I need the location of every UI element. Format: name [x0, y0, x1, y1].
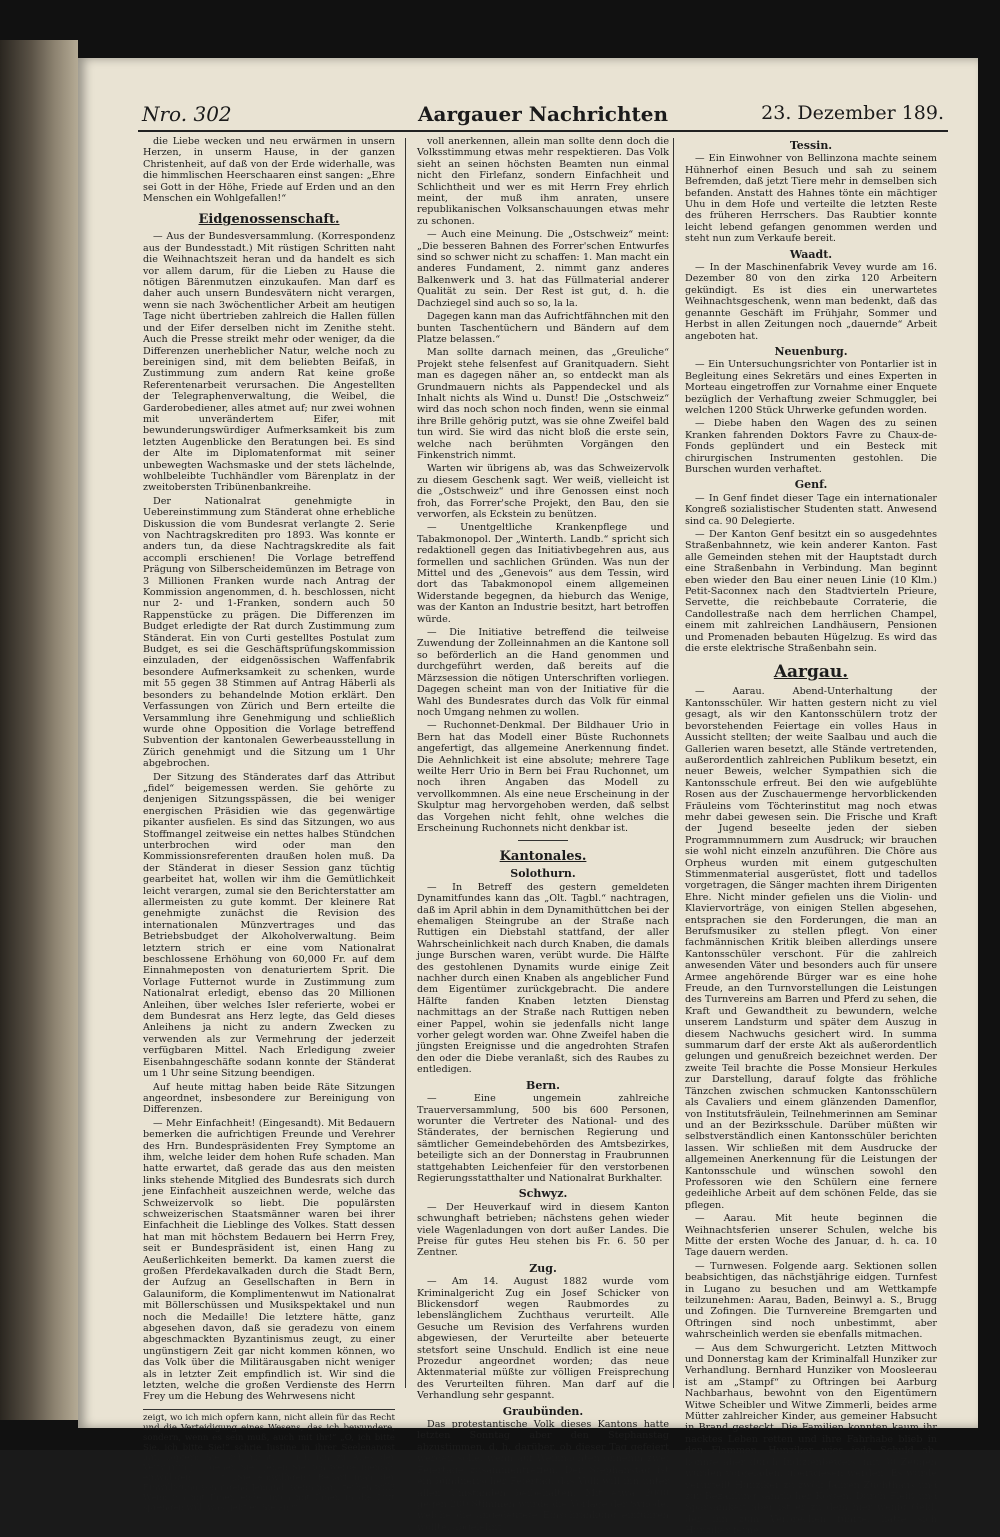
- subsection-heading: Solothurn.: [510, 867, 576, 881]
- article-paragraph: — Die Initiative betreffend die teilweise Zuwendung der Zolleinnahmen an die Kantone soll so beförderlich an die Hand genommen und durchgeführt werden, daß bereits auf die Märzsession die nötigen Unterschriften vorliegen. Dagegen scheint man von der Initiative für die Wahl des Bundesrates durch das Volk für einmal noch Umgang nehmen zu wollen.: [417, 627, 669, 718]
- article-paragraph: die Liebe wecken und neu erwärmen in unsern Herzen, in unserm Hause, in der ganzen Christenheit, auf daß von der Erde widerhalle, was die himmlischen Heerschaaren einst sangen: „Ehre sei Gott in der Höhe, Friede auf Erden und an den Menschen ein Wohlgefallen!“: [143, 136, 395, 205]
- section-heading: Kantonales.: [499, 849, 587, 865]
- book-spine-edge: [0, 40, 78, 1420]
- article-paragraph: — Turnwesen. Folgende aarg. Sektionen sollen beabsichtigen, das nächstjährige eidgen. Turnfest in Lugano zu besuchen und am Wettkampfe teilzunehmen: Aarau, Baden, Beinwyl a. S., Brugg und Zofingen. Die Turnvereine Bremgarten und Oftringen sind noch unbestimmt, aber wahrscheinlich werden sie ebenfalls mitmachen.: [685, 1260, 937, 1341]
- article-paragraph: Auf heute mittag haben beide Räte Sitzungen angeordnet, insbesondere zur Bereinigung von Differenzen.: [143, 1081, 395, 1116]
- article-paragraph: Das protestantische Volk dieses Kantons hatte letzten Sonntag aber den Stephanstag abzustimmen, d. h. darüber, ob dieser Tag gefeiert werden solle, wenn auf Weihnachten ohnehin zwei Feiertage zusammentreffen. Der Stephanstag ist ein bündnerischer Feiertag, das Volk will ihn unter allen Umständen beibehalten. Mit etwa 2000 gegen 200 Stimmen wurde die Vorlage der Synode, welche die angedeutete Einschränkung einführen wollte, abgelehnt.: [417, 1419, 669, 1533]
- section-heading: Aargau.: [773, 662, 849, 683]
- subsection-heading: Graubünden.: [502, 1404, 584, 1418]
- article-paragraph: — Aarau. Mit heute beginnen die Weihnachtsferien unserer Schulen, welche bis Mitte der ersten Woche des Januar, d. h. ca. 10 Tage dauern werden.: [685, 1213, 937, 1259]
- subsection-heading: Neuenburg.: [774, 344, 848, 358]
- article-paragraph: — Unentgeltliche Krankenpflege und Tabakmonopol. Der „Winterth. Landb.“ spricht sich redaktionell gegen das Initiativbegehren aus, aus formellen und sachlichen Gründen. Was nun der Mittel und des „Genevois“ aus dem Tessin, wird dort das Tabakmonopol einem allgemeinen Widerstande begegnen, da hieburch das Wenige, was der Kanton an Industrie besitzt, hart betroffen würde.: [417, 522, 669, 625]
- article-paragraph: — Eine ungemein zahlreiche Trauerversammlung, 500 bis 600 Personen, worunter die Vertreter des National- und des Ständerates, der bernischen Regierung und sämtlicher Gemeindebehörden des Amtsbezirkes, beteiligte sich an der Donnerstag in Fraubrunnen stattgehabten Leichenfeier für den verstorbenen Regierungsstatthalter und Nationalrat Burkhalter.: [417, 1093, 669, 1184]
- feuilleton-footer: zeigt, wo ich mich opfern kann, nicht allein für das Recht und die Verteidigung eines Wesens, das ich bewundere, sondern, wenn es sein muß, auch mit ihr!“ „O, ich bitte Sie, ich bitte Sie!“ schrie Justine in ihrer Seelenangst auf; „opfern Sie sich nicht, — ich bin zu Alles der Verwirrung — gehen Sie, gehen Sie, ich werde niemals einwilligen . . .“ „Sie einwilligen? Bedarf man der Einwilligung von irgend Jemand, wenn man sterben will? Wenn ich mit Ihnen ende, mich mit Ihnen in die Luft sprengen will, was geht es Sie an?“: [143, 1409, 395, 1513]
- article-paragraph: — In Betreff des gestern gemeldeten Dynamitfundes kann das „Olt. Tagbl.“ nachtragen, daß im April abhin in dem Dynamithüttchen bei der ehemaligen Steingrube an der Straße nach Ruttigen ein Diebstahl stattfand, der aller Wahrscheinlichkeit nach durch Knaben, die damals junge Burschen waren, verübt wurde. Die Hälfte des gestohlenen Dynamits wurde einige Zeit nachher durch einen Knaben als angeblicher Fund dem Eigentümer zurückgebracht. Die andere Hälfte fanden Knaben letzten Dienstag nachmittags an der Straße nach Ruttigen neben einer Pappel, wohin sie jedenfalls nicht lange vorher gelegt worden war. Ohne Zweifel haben die jüngsten Ereignisse und die angedrohten Strafen den oder die Diebe veranlaßt, sich des Raubes zu entledigen.: [417, 881, 669, 1076]
- article-paragraph: — Am 14. August 1882 wurde vom Kriminalgericht Zug ein Josef Schicker von Blickensdorf wegen Raubmordes zu lebenslänglichem Zuchthaus verurteilt. Alle Gesuche um Revision des Verfahrens wurden abgewiesen, der Verurteilte aber beteuerte stetsfort seine Unschuld. Endlich ist eine neue Prozedur angeordnet worden; das neue Aktenmaterial müßte zur völligen Freisprechung des Verurteilten führen. Man darf auf die Verhandlung sehr gespannt.: [417, 1276, 669, 1402]
- issue-number: Nro. 302: [142, 102, 232, 126]
- column-1: [143, 136, 395, 1513]
- article-paragraph: Dagegen kann man das Aufrichtfähnchen mit den bunten Taschentüchern und Bändern auf dem Platze belassen.“: [417, 311, 669, 345]
- section-heading: Eidgenossenschaft.: [198, 212, 340, 228]
- issue-date: 23. Dezember 189.: [761, 102, 944, 124]
- subsection-heading: Waadt.: [789, 247, 833, 261]
- article-paragraph: Warten wir übrigens ab, was das Schweizervolk zu diesem Geschenk sagt. Wer weiß, vielleicht ist die „Ostschweiz“ und ihre Genossen einst noch froh, das Forrer'sche Projekt, den Bau, den sie verworfen, als Eckstein zu benützen.: [417, 463, 669, 520]
- article-paragraph: — Aus dem Schwurgericht. Letzten Mittwoch und Donnerstag kam der Kriminalfall Hunziker zur Verhandlung. Bernhard Hunziker von Moosleerau ist am „Stampf“ zu Oftringen bei Aarburg Nachbarhaus, bewohnt von den Eigentümern Witwe Scheibler und Witwe Zimmerli, beides arme Mütter zahlreicher Kinder, aus gemeiner Habsucht in Brand gesteckt. Die Familien konnten kaum ihr nacktes Leben retten und ihre Fahrhabe blieb in den Flammen. Hunziker wies jede Schuld ab, konnte aber durch Indizienbeweis, mit 30 Zeugen wurden vorgeladen, überwiesen werden. Es wurde verurteilt Hunziker zu zwölf Jahren Zuchthaus und zur Bezahlung sämtlicher Kosten. Durch Fleiß und Sparsamkeit aber ist er zu dem hier wenig Geld, der ihn zum Verbrechen führte, hatte sich Hunziker ferne: [685, 1342, 937, 1537]
- column-3: [685, 136, 937, 1537]
- article-paragraph: — Ruchonnet-Denkmal. Der Bildhauer Urio in Bern hat das Modell einer Büste Ruchonnets angefertigt, das allgemeine Anerkennung findet. Die Aehnlichkeit ist eine absolute; mehrere Tage weilte Herr Urio in Bern bei Frau Ruchonnet, um noch ihren Angaben das Modell zu vervollkommnen. Als eine neue Erscheinung in der Skulptur mag hervorgehoben werden, daß selbst das Vorgehen nicht fehlt, ohne welches die Erscheinung Ruchonnets nicht denkbar ist.: [417, 720, 669, 834]
- article-paragraph: Der Sitzung des Ständerates darf das Attribut „fidel“ beigemessen werden. Sie gehörte zu denjenigen Sitzungsspässen, die bei weniger energischen Präsidien wie das gegenwärtige pikanter ausfielen. Es sind das Sitzungen, wo aus Stoffmangel zeitweise ein nettes halbes Stündchen unterbrochen wird oder man den Kommissionsreferenten draußen holen muß. Da der Ständerat in dieser Session ganz tüchtig gearbeitet hat, wollen wir ihm die Gemütlichkeit leicht verargen, zumal sie den Berichterstatter am allermeisten zu gute kommt. Der kleinere Rat genehmigte zunächst die Revision des internationalen Münzvertrages und das Betriebsbudget der Alkoholverwaltung. Beim letztern strich er eine vom Nationalrat beschlossene Erhöhung von 60,000 Fr. auf dem Einnahmeposten von denaturiertem Sprit. Die Vorlage Futternot wurde in Zustimmung zum Nationalrat erledigt, ebenso das 20 Millionen Anleihen, über welches Isler referierte, wobei er dem Bundesrat ans Herz legte, das Geld dieses Anleihens ja nicht zu andern Zwecken zu verwenden als zur Vermehrung der jederzeit verfügbaren Mittel. Nach Erledigung zweier Eisenbahngeschäfte sodann konnte der Ständerat um 1 Uhr seine Sitzung beendigen.: [143, 771, 395, 1080]
- article-paragraph: — Der Kanton Genf besitzt ein so ausgedehntes Straßenbahnnetz, wie kein anderer Kanton. Fast alle Gemeinden stehen mit der Hauptstadt durch eine Straßenbahn in Verbindung. Man beginnt eben wieder den Bau einer neuen Linie (10 Klm.) Petit-Saconnex nach den Stadtvierteln Prieure, Servette, die reichbebaute Corraterie, die Candollestraße nach dem herrlichen Champel, einem mit zahlreichen Landhäusern, Pensionen und Promenaden bebauten Hügelzug. Es wird das die erste elektrische Straßenbahn sein.: [685, 529, 937, 655]
- subsection-heading: Zug.: [529, 1261, 557, 1275]
- article-paragraph: — Aus der Bundesversammlung. (Korrespondenz aus der Bundesstadt.) Mit rüstigen Schritten naht die Weihnachtszeit heran und da handelt es sich vor allem darum, für die Lieben zu Hause die nötigen Bärenmutzen einzukaufen. Man darf es daher auch unsern Bundesvätern nicht verargen, wenn sie nach 3wöchentlicher Arbeit am heutigen Tage nicht übertrieben zahlreich die Hallen füllen und der Eifer derselben nicht im Zenithe steht. Auch die Presse streikt mehr oder weniger, da die Differenzen unerheblicher Natur, welche noch zu bereinigen sind, mit dem beliebten Beifaß, in Zustimmung zum andern Rat keine große Referentenarbeit verursachen. Die Angestellten der Telegraphenverwaltung, die Weibel, die Garderobediener, alles atmet auf; nur zwei wohnen mit unverändertem Eifer, mit bewunderungswürdiger Aufmerksamkeit bis zum letzten Augenblicke den Beratungen bei. Es sind der Alte im Diplomatenformat mit seiner unbewegten Wachsmaske und der stets lächelnde, wohlbeleibte Tuchhändler vom Bärenplatz in der zweitobersten Tribünenbankreihe.: [143, 231, 395, 494]
- article-paragraph: — In der Maschinenfabrik Vevey wurde am 16. Dezember 80 von den zirka 120 Arbeitern gekündigt. Es ist dies ein unerwartetes Weihnachtsgeschenk, wenn man bedenkt, daß das genannte Geschäft im Frühjahr, Sommer und Herbst in allen Zeitungen noch „dauernde“ Arbeit angeboten hat.: [685, 262, 937, 342]
- column-2: [417, 136, 669, 1533]
- article-paragraph: — Aarau. Abend-Unterhaltung der Kantonsschüler. Wir hatten gestern nicht zu viel gesagt, als wir den Kantonsschülern trotz der bevorstehenden Feiertage ein volles Haus in Aussicht stellten; der weite Saalbau und auch die Gallerien waren besetzt, alle Stände vertretenden, außerordentlich zahlreichen Publikum besetzt, ein neuer Beweis, welcher Sympathien sich die Kantonsschule erfreut. Bei den wie aufgeblühte Rosen aus der Zuschauermenge hervorblickenden Fräuleins vom Töchterinstitut mag noch etwas mehr dabei gewesen sein. Die Frische und Kraft der Jugend beseelte jeden der sieben Programmnummern zum Ausdruck; wir brauchen sie wohl nicht einzeln anzuführen. Die Chöre aus Orpheus wurden mit einem gutgeschulten Stimmenmaterial ausgerüstet, flott und tadellos vorgetragen, die Sänger machten ihrem Dirigenten Ehre. Nicht minder gefielen uns die Violin- und Klaviervorträge, von einigen Stellen abgesehen, entsprachen sie den Forderungen, die man an Berufsmusiker zu stellen pflegt. Von einer fachmännischen Kritik bleiben allerdings unsere Kantonsschüler verschont. Für die zahlreich anwesenden Väter und besonders auch für unsere Armee angehörende Bürger war es eine hohe Freude, an den Turnvorstellungen die Leistungen des Turnvereins am Barren und Pferd zu sehen, die Kraft und Gewandtheit zu bewundern, welche unserem Landsturm und später dem Auszug in diesem Nachwuchs gesichert wird. In summa summarum darf der erste Akt als außerordentlich gelungen und genußreich bezeichnet werden. Der zweite Teil brachte die Posse Monsieur Herkules zur Darstellung, darauf folgte das fröhliche Tänzchen zwischen schmucken Kantonsschülern als Cavaliers und einem glänzenden Damenflor, von Institutsfräulein, Teilnehmerinnen am Seminar und an der Bezirksschule. Darüber müßten wir selbstverständlich einen Kantonsschüler berichten lassen. Wir schließen mit dem Ausdrucke der allgemeinen Anerkennung für die Leistungen der Kantonsschule und wünschen sowohl den Professoren wie den Schülern eine fernere gedeihliche Arbeit auf dem schönen Felde, das sie pflegen.: [685, 686, 937, 1211]
- page-header: [138, 100, 948, 132]
- newspaper-title: Aargauer Nachrichten: [417, 102, 669, 126]
- newspaper-page: [78, 58, 978, 1537]
- article-paragraph: — In Genf findet dieser Tage ein internationaler Kongreß sozialistischer Studenten statt. Anwesend sind ca. 90 Delegierte.: [685, 492, 937, 527]
- article-paragraph: — Mehr Einfachheit! (Eingesandt). Mit Bedauern bemerken die aufrichtigen Freunde und Verehrer des Hrn. Bundespräsidenten Frey Symptome an ihm, welche leider dem hohen Rufe schaden. Man hatte erwartet, daß gerade das aus den meisten links stehende Mitglied des Bundesrats sich durch jene Einfachheit auszeichnen werde, welche das Schweizervolk so liebt. Die populärsten schweizerischen Staatsmänner waren bei ihrer Einfachheit die Lieblinge des Volkes. Statt dessen hat man mit höchstem Bedauern bei Herrn Frey, seit er Bundespräsident ist, einen Hang zu Aeußerlichkeiten bemerkt. Da kamen zuerst die großen Pferdekavalkaden durch die Stadt Bern, der Aufzug an Gesellschaften in Bern in Galauniform, die Komplimentenwut im Nationalrat mit Böllerschüssen und Musikspektakel und nun noch die Medaille! Die letztere hätte, ganz abgesehen davon, daß sie geradezu von einem abgeschmackten Byzantinismus zeugt, zu einer ungünstigern Zeit gar nicht kommen können, wo das Volk über die Militärausgaben nicht weniger als in letzter Zeit empfindlich ist. Wir sind die letzten, welche die großen Verdienste des Herrn Frey um die Hebung des Wehrwesens nicht: [143, 1117, 395, 1403]
- column-rule: [673, 138, 674, 1388]
- subsection-heading: Genf.: [794, 478, 828, 492]
- column-rule: [405, 138, 406, 1388]
- subsection-heading: Bern.: [526, 1078, 560, 1092]
- article-paragraph: — Diebe haben den Wagen des zu seinen Kranken fahrenden Doktors Favre zu Chaux-de-Fonds geplündert und ein Besteck mit chirurgischen Instrumenten gestohlen. Die Burschen wurden verhaftet.: [685, 418, 937, 475]
- subsection-heading: Schwyz.: [518, 1187, 568, 1201]
- article-paragraph: voll anerkennen, allein man sollte denn doch die Volksstimmung etwas mehr respektieren. Das Volk sieht an seinen höchsten Beamten nun einmal nicht den Firlefanz, sondern Einfachheit und Schlichtheit und wer es mit Herrn Frey ehrlich meint, der muß ihm anraten, unsere republikanischen Volksanschauungen etwas mehr zu schonen.: [417, 136, 669, 227]
- article-paragraph: — Auch eine Meinung. Die „Ostschweiz“ meint: „Die besseren Bahnen des Forrer'schen Entwurfes sind so schwer nicht zu schaffen: 1. Man macht ein anderes Fundament, 2. nimmt ganz anderes Balkenwerk und 3. hat das Füllmaterial anderer Qualität zu sein. Der Rest ist gut, d. h. die Dachziegel sind auch so so, la la.: [417, 229, 669, 309]
- divider: [518, 840, 568, 841]
- article-paragraph: Der Nationalrat genehmigte in Uebereinstimmung zum Ständerat ohne erhebliche Diskussion die vom Bundesrat verlangte 2. Serie von Nachtragskrediten pro 1893. Was konnte er anders tun, da diese Nachtragskredite als fait accompli erschienen! Die Vorlage betreffend Prägung von Silberscheidemünzen im Betrage von 3 Millionen Franken wurde nach Antrag der Kommission angenommen, d. h. beschlossen, nicht nur 2- und 1-Franken, sondern auch 50 Rappenstücke zu prägen. Die Differenzen im Budget erledigte der Rat durch Zustimmung zum Ständerat. Ein von Curti gestelltes Postulat zum Budget, es sei die Geschäftsprüfungskommission einzuladen, der eidgenössischen Waffenfabrik besondere Aufmerksamkeit zu schenken, wurde mit 55 gegen 38 Stimmen auf Antrag Häberli als besonders zu behandelnde Motion erklärt. Den Verfassungen von Zürich und Bern erteilte die Versammlung ihre Genehmigung und schließlich wurde ohne Opposition die Vorlage betreffend Subvention der kantonalen Gewerbeausstellung in Zürich genehmigt und die Sitzung um 1 Uhr abgebrochen.: [143, 495, 395, 770]
- article-paragraph: — Ein Einwohner von Bellinzona machte seinem Hühnerhof einen Besuch und sah zu seinem Befremden, daß jetzt Tiere mehr in demselben sich befanden. Anstatt des Hahnes tönte ein mächtiger Uhu in dem Hofe und verteilte die letzten Reste des früheren Herrschers. Das Raubtier konnte leicht lebend gefangen genommen werden und steht nun zum Verkaufe bereit.: [685, 153, 937, 245]
- article-paragraph: — Ein Untersuchungsrichter von Pontarlier ist in Begleitung eines Sekretärs und eines Experten in Morteau eingetroffen zur Vornahme einer Enquete bezüglich der Verhaftung zweier Schmuggler, bei welchen 1200 Stück Uhrwerke gefunden worden.: [685, 359, 937, 416]
- subsection-heading: Tessin.: [789, 139, 833, 152]
- article-paragraph: Man sollte darnach meinen, das „Greuliche“ Projekt stehe felsenfest auf Granitquadern. Sieht man es dagegen näher an, so entdeckt man als Grundmauern nichts als Pappendeckel und als Inhalt nichts als Wind u. Dunst! Die „Ostschweiz“ wird das noch schon noch finden, wenn sie einmal ihre Brille gehörig putzt, was sie ohne Zweifel bald tun wird. Sie wird das nicht bloß die erste sein, welche nach berühmten Vorgängen den Finkenstrich nimmt.: [417, 347, 669, 461]
- article-paragraph: — Der Heuverkauf wird in diesem Kanton schwunghaft betrieben; nächstens gehen wieder viele Wagenladungen von dort außer Landes. Die Preise für gutes Heu stehen bis Fr. 6. 50 per Zentner.: [417, 1201, 669, 1259]
